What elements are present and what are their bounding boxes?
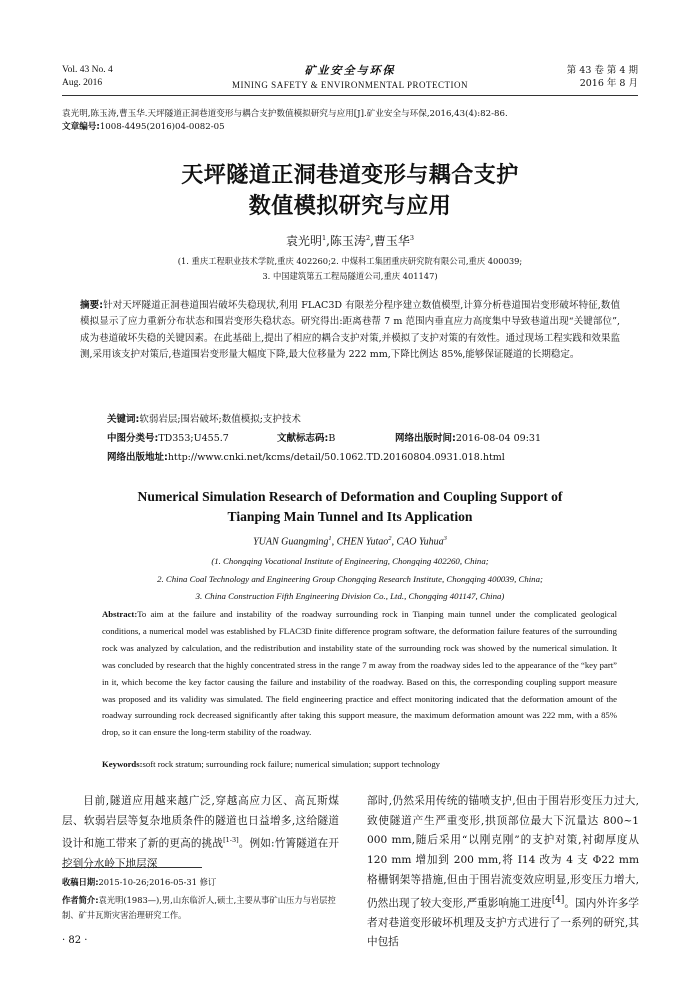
author-en-2-sup: 2 [388,535,392,542]
intro-ref: [1-3] [223,836,239,845]
abstract-en-label: Abstract: [102,609,138,619]
author-bio [62,893,339,923]
affiliation-en-line2: 2. China Coal Technology and Engineering Group Chongqing Research Institute, Chongqing 400039, China; [157,573,543,584]
author-en-3: CAO Yuhua [396,536,444,548]
received-value: 2015-10-26;2016-05-31 修订 [98,877,217,887]
continued-text-end: 。国内外许多学者对巷道变形破坏机理及支护方式进行了一系列的研究,其中包括 [367,897,640,949]
author-en-3-sup: 3 [443,535,447,542]
author-cn-2-sup: 2 [365,234,371,242]
online-url-label: 网络出版地址: [107,452,168,463]
author-en-1: YUAN Guangming [253,536,329,548]
author-cn-1: 袁光明 [285,234,322,248]
citation-text: 袁光明,陈玉涛,曹玉华.天坪隧道正洞巷道变形与耦合支护数值模拟研究与应用[J].矿业安全与环保,2016,43(4):82-86. [62,109,508,119]
authors-cn: 袁光明$^1$,陈玉涛$^2$,曹玉华$^3$ [285,234,415,248]
author-en-1-sup: 1 [328,535,332,542]
author-cn-3: 曹玉华 [373,234,410,248]
doc-code-value: B [328,433,336,444]
body-column-right [367,792,639,953]
affiliations-cn [62,254,638,284]
paper-title-en [62,487,638,527]
online-url-row [107,449,627,463]
abstract-cn [80,298,620,363]
continued-ref: [4] [551,894,565,905]
affiliation-cn-line2: 3. 中国建筑第五工程局隧道公司,重庆 401147) [262,271,438,281]
article-number-label: 文章编号: [62,122,100,132]
page-number: · 82 · [62,935,88,946]
authors-en: YUAN Guangming$^1$, CHEN Yutao$^2$, CAO Yuhua$^3$ [253,535,447,548]
keywords-en-text: soft rock stratum; surrounding rock failure; numerical simulation; support technology [142,759,441,769]
keywords-cn-text: 软弱岩层;围岩破坏;数值模拟;支护技术 [139,414,301,425]
issue-date-cn: 2016 年 8 月 [579,78,638,89]
abstract-en-text: To aim at the failure and instability of the roadway surrounding rock in Tianping main tunnel under the complicated geological conditions, a numerical model was established by FLAC3D finite difference program software, the deformation failure features of the surrounding rock was analyzed by calculation, and the redistribution and instability state of the surrounding rock was showed by the numerical simulation. It was concluded by research that the highly concentrated stress in the range 7 m away from the roadway sides led to the appearance of the “key part” in it, which become the key factor causing the failure and instability of the roadway. Based on this, the corresponding coupling support measure was proposed and its validity was simulated. The field engineering practice and effect monitoring indicated that the deformation amount of the roadway surrounding rock decreased significantly after taking this support measure, the maximum deformation amount was 222 mm, with a 85% drop, so it can ensure the long-term stability of the roadway. [102,609,617,738]
abstract-cn-text: 针对天坪隧道正洞巷道围岩破坏失稳现状,利用 FLAC3D 有限差分程序建立数值模型,计算分析巷道围岩变形破坏特征,数值模拟显示了应力重新分布状态和围岩变形失稳状态。研究得出:距离巷帮 7 m 范围内垂直应力高度集中导致巷道出现“关键部位”,成为巷道破坏失稳的关键因素。在此基础上,提出了相应的耦合支护对策,并模拟了支护对策的有效性。通过现场工程实践和效果监测,采用该支护对策后,巷道围岩变形量大幅度下降,最大位移量为 222 mm,下降比例达 85%,能够保证隧道的长期稳定。 [80,300,620,360]
pub-time-value: 2016-08-04 09:31 [455,433,541,444]
pub-time-label: 网络出版时间: [395,433,456,444]
body-column-left [62,792,339,874]
journal-name-en: MINING SAFETY & ENVIRONMENTAL PROTECTION [231,80,469,90]
abstract-en [102,606,617,741]
keywords-en [102,759,617,769]
affiliation-cn-line1: (1. 重庆工程职业技术学院,重庆 402260;2. 中煤科工集团重庆研究院有限公司,重庆 400039; [177,256,523,266]
footnote [62,875,339,923]
journal-name-cn: 矿业安全与环保 [304,64,396,77]
continued-text: 部时,仍然采用传统的锚喷支护,但由于围岩形变压力过大,致使隧道产生严重变形,拱顶部位最大下沉量达 800~1 000 mm,随后采用“以刚克刚”的支护对策,衬砌厚度从 120 mm 增加到 200 mm,将 I14 改为 4 支 Φ22 mm 格栅钢架等措施,但由于围岩流变效应明显,形变压力增大,仍然出现了较大变形,严重影响施工进度 [367,795,639,910]
continued-paragraph [367,792,639,953]
keywords-cn [107,411,627,425]
volume-info-cn [567,64,638,90]
volume-number: Vol. 43 No. 4 [62,65,113,75]
article-number [62,121,638,134]
author-en-2: CHEN Yutao [336,536,389,548]
keywords-en-label: Keywords: [102,759,143,769]
header-rule [62,95,638,96]
author-cn-2: 陈玉涛 [329,234,366,248]
affiliations-en [62,553,638,606]
abstract-cn-label: 摘要: [80,300,103,311]
title-en-line2: Tianping Main Tunnel and Its Application [227,509,473,524]
article-number-value: 1008-4495(2016)04-0082-05 [99,122,225,132]
online-url-link[interactable]: http://www.cnki.net/kcms/detail/50.1062.TD.20160804.0931.018.html [167,452,505,463]
intro-text: 目前,隧道应用越来越广泛,穿越高应力区、高瓦斯煤层、软弱岩层等复杂地质条件的隧道也日益增多,这给隧道设计和施工带来了新的更高的挑战 [62,795,339,850]
author-cn-1-sup: 1 [321,234,327,242]
volume-info [62,64,113,90]
intro-text-end: 。例如:竹箐隧道在开挖到分水岭下地层深 [62,837,340,870]
online-pub-time [395,430,541,444]
received-label: 收稿日期: [62,877,99,887]
clc-value: TD353;U455.7 [158,433,229,444]
footnote-rule [62,867,202,868]
document-code [277,430,395,444]
doc-code-label: 文献标志码: [277,433,329,444]
volume-number-cn: 第 43 卷 第 4 期 [566,65,638,76]
affiliation-en-line3: 3. China Construction Fifth Engineering Division Co., Ltd., Chongqing 401147, China) [195,591,505,601]
clc-label: 中图分类号: [107,433,159,444]
issue-date: Aug. 2016 [62,78,103,88]
received-date [62,875,339,890]
affiliation-en-line1: (1. Chongqing Vocational Institute of Engineering, Chongqing 402260, China; [211,556,489,566]
keywords-cn-label: 关键词: [107,414,140,425]
paper-title-cn [62,160,638,222]
author-bio-label: 作者简介: [62,895,99,905]
journal-header [200,62,500,90]
author-cn-3-sup: 3 [409,234,415,242]
intro-paragraph [62,792,339,874]
citation-block [62,108,638,134]
title-cn-line2: 数值模拟研究与应用 [248,194,452,219]
author-bio-text: 袁光明(1983—),男,山东临沂人,硕士,主要从事矿山压力与岩层控制、矿井瓦斯灾害治理研究工作。 [62,895,336,920]
clc-number [107,430,277,444]
title-en-line1: Numerical Simulation Research of Deformation and Coupling Support of [137,489,563,504]
classification-row [107,430,627,444]
title-cn-line1: 天坪隧道正洞巷道变形与耦合支护 [181,163,519,188]
